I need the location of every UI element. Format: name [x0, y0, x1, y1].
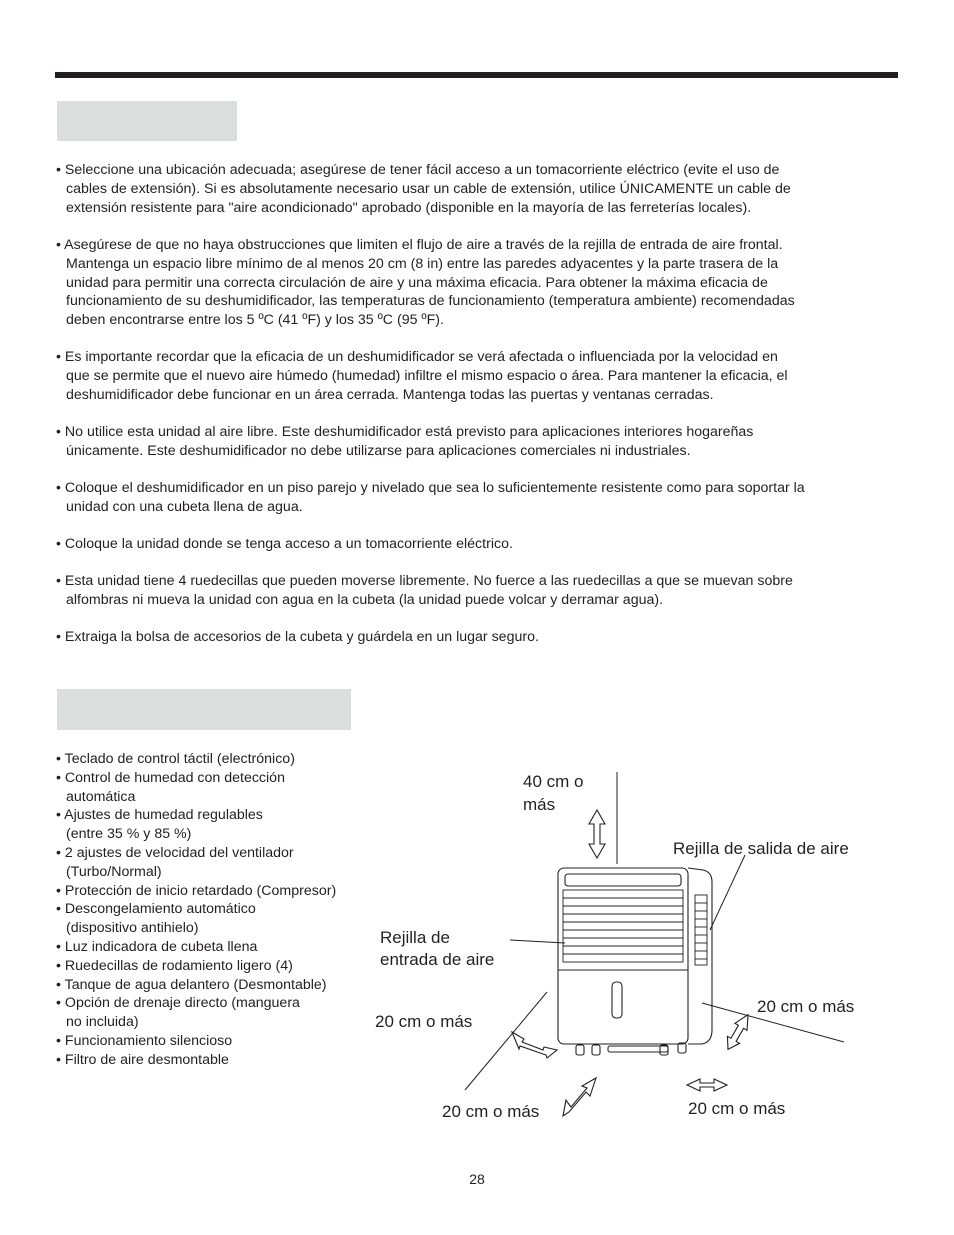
inlet-grille-label-line2: entrada de aire — [380, 950, 495, 969]
feature-item: (dispositivo antihielo) — [66, 920, 199, 937]
feature-item: automática — [66, 788, 136, 805]
feature-item: • Ajustes de humedad regulables — [56, 807, 263, 824]
header-rule — [55, 72, 898, 78]
feature-item: • Tanque de agua delantero (Desmontable) — [56, 976, 327, 993]
left-wall-line — [465, 992, 547, 1090]
bullet-level-floor: • Coloque el deshumidificador en un piso parejo y nivelado que sea lo suficientemente resistente como para soportar la unidad con una cubeta llena de agua. — [56, 480, 805, 515]
feature-item: • Luz indicadora de cubeta llena — [56, 938, 258, 955]
casters — [576, 1043, 686, 1055]
section-heading-box-location — [57, 101, 237, 141]
feature-item: • Filtro de aire desmontable — [56, 1051, 229, 1068]
bullet-efficiency: • Es importante recordar que la eficacia de un deshumidificador se verá afectada o influenciada por la velocidad en que se permite que el nuevo aire húmedo (humedad) infiltre el mismo espacio o área. Para mantener la eficacia, el deshumidificador debe funcionar en un área cerrada. Mantenga todas las puertas y ventanas cerradas. — [56, 349, 788, 403]
feature-item: • Protección de inicio retardado (Compresor) — [56, 882, 337, 899]
tank-window — [612, 982, 622, 1018]
bullet-accessories: • Extraiga la bolsa de accesorios de la cubeta y guárdela en un lugar seguro. — [56, 629, 539, 645]
feature-item: • Ruedecillas de rodamiento ligero (4) — [56, 957, 293, 974]
right-clearance-label: 20 cm o más — [757, 997, 855, 1016]
section-heading-box-features — [57, 689, 351, 730]
bullet-indoor-use: • No utilice esta unidad al aire libre. Este deshumidificador está previsto para aplicaciones interiores hogareñas únicamente. Este deshumidificador no debe utilizarse para aplicaciones comerciales ni industriales. — [56, 424, 754, 459]
inlet-leader-line — [510, 940, 565, 943]
top-clearance-label-line2: más — [523, 795, 556, 814]
side-outlet-grille — [695, 895, 707, 965]
outlet-grille-top — [565, 874, 681, 886]
feature-item: • Opción de drenaje directo (manguera — [56, 995, 300, 1012]
inlet-grille-label: Rejilla de — [380, 928, 450, 947]
arrow-right — [722, 1011, 754, 1053]
bullet-location: • Seleccione una ubicación adecuada; asegúrese de tener fácil acceso a un tomacorriente eléctrico (evite el uso de cables de extensión). Si es absolutamente necesario usar un cable de extensión, utilice ÚNICAMENTE un cable de extensión resistente para "aire acondicionado" aprobado (disponible en la mayoría de las ferreterías locales). — [56, 162, 791, 216]
feature-item: • Funcionamiento silencioso — [56, 1032, 233, 1049]
feature-item: • Descongelamiento automático — [56, 901, 256, 918]
feature-list — [56, 750, 376, 1070]
feature-item: • 2 ajustes de velocidad del ventilador — [56, 844, 294, 861]
feature-item: • Control de humedad con detección — [56, 769, 285, 786]
front-inlet-grille — [563, 890, 683, 962]
unit-front — [558, 868, 688, 1044]
bullet-obstructions: • Asegúrese de que no haya obstrucciones que limiten el flujo de aire a través de la rejilla de entrada de aire frontal. Mantenga un espacio libre mínimo de al menos 20 cm (8 in) entre las paredes adyacentes y la parte trasera de la unidad para permitir una correcta circulación de aire y una máxima eficacia. Para obtener la máxima eficacia de funcionamiento de su deshumidificador, las temperaturas de funcionamiento (temperatura ambiente) recomendadas deben encontrarse entre los 5 ºC (41 ºF) y los 35 ºC (95 ºF). — [56, 237, 795, 329]
bullet-casters: • Esta unidad tiene 4 ruedecillas que pueden moverse libremente. No fuerce a las ruedecillas a que se muevan sobre alfombras ni mueva la unidad con agua en la cubeta (la unidad puede volcar y derramar agua). — [56, 573, 793, 608]
unit-side — [688, 868, 712, 1044]
arrow-front — [563, 1078, 596, 1116]
arrow-top — [589, 810, 605, 858]
feature-item: • Teclado de control táctil (electrónico) — [56, 751, 295, 767]
feature-item: (Turbo/Normal) — [66, 863, 162, 880]
left-clearance-label: 20 cm o más — [375, 1012, 473, 1031]
bullet-outlet: • Coloque la unidad donde se tenga acceso a un tomacorriente eléctrico. — [56, 536, 513, 552]
dehumidifier-unit — [558, 868, 712, 1055]
page-number: 28 — [469, 1171, 485, 1187]
top-clearance-label: 40 cm o — [523, 772, 584, 791]
front-clearance-label: 20 cm o más — [442, 1102, 540, 1121]
outlet-leader-line — [710, 855, 745, 930]
arrow-bottom-right — [687, 1079, 727, 1091]
outlet-grille-label: Rejilla de salida de aire — [673, 839, 849, 858]
arrow-left — [512, 1032, 557, 1058]
feature-item: (entre 35 % y 85 %) — [66, 826, 192, 843]
feature-item: no incluida) — [66, 1014, 139, 1031]
bottom-right-clearance-label: 20 cm o más — [688, 1099, 786, 1118]
